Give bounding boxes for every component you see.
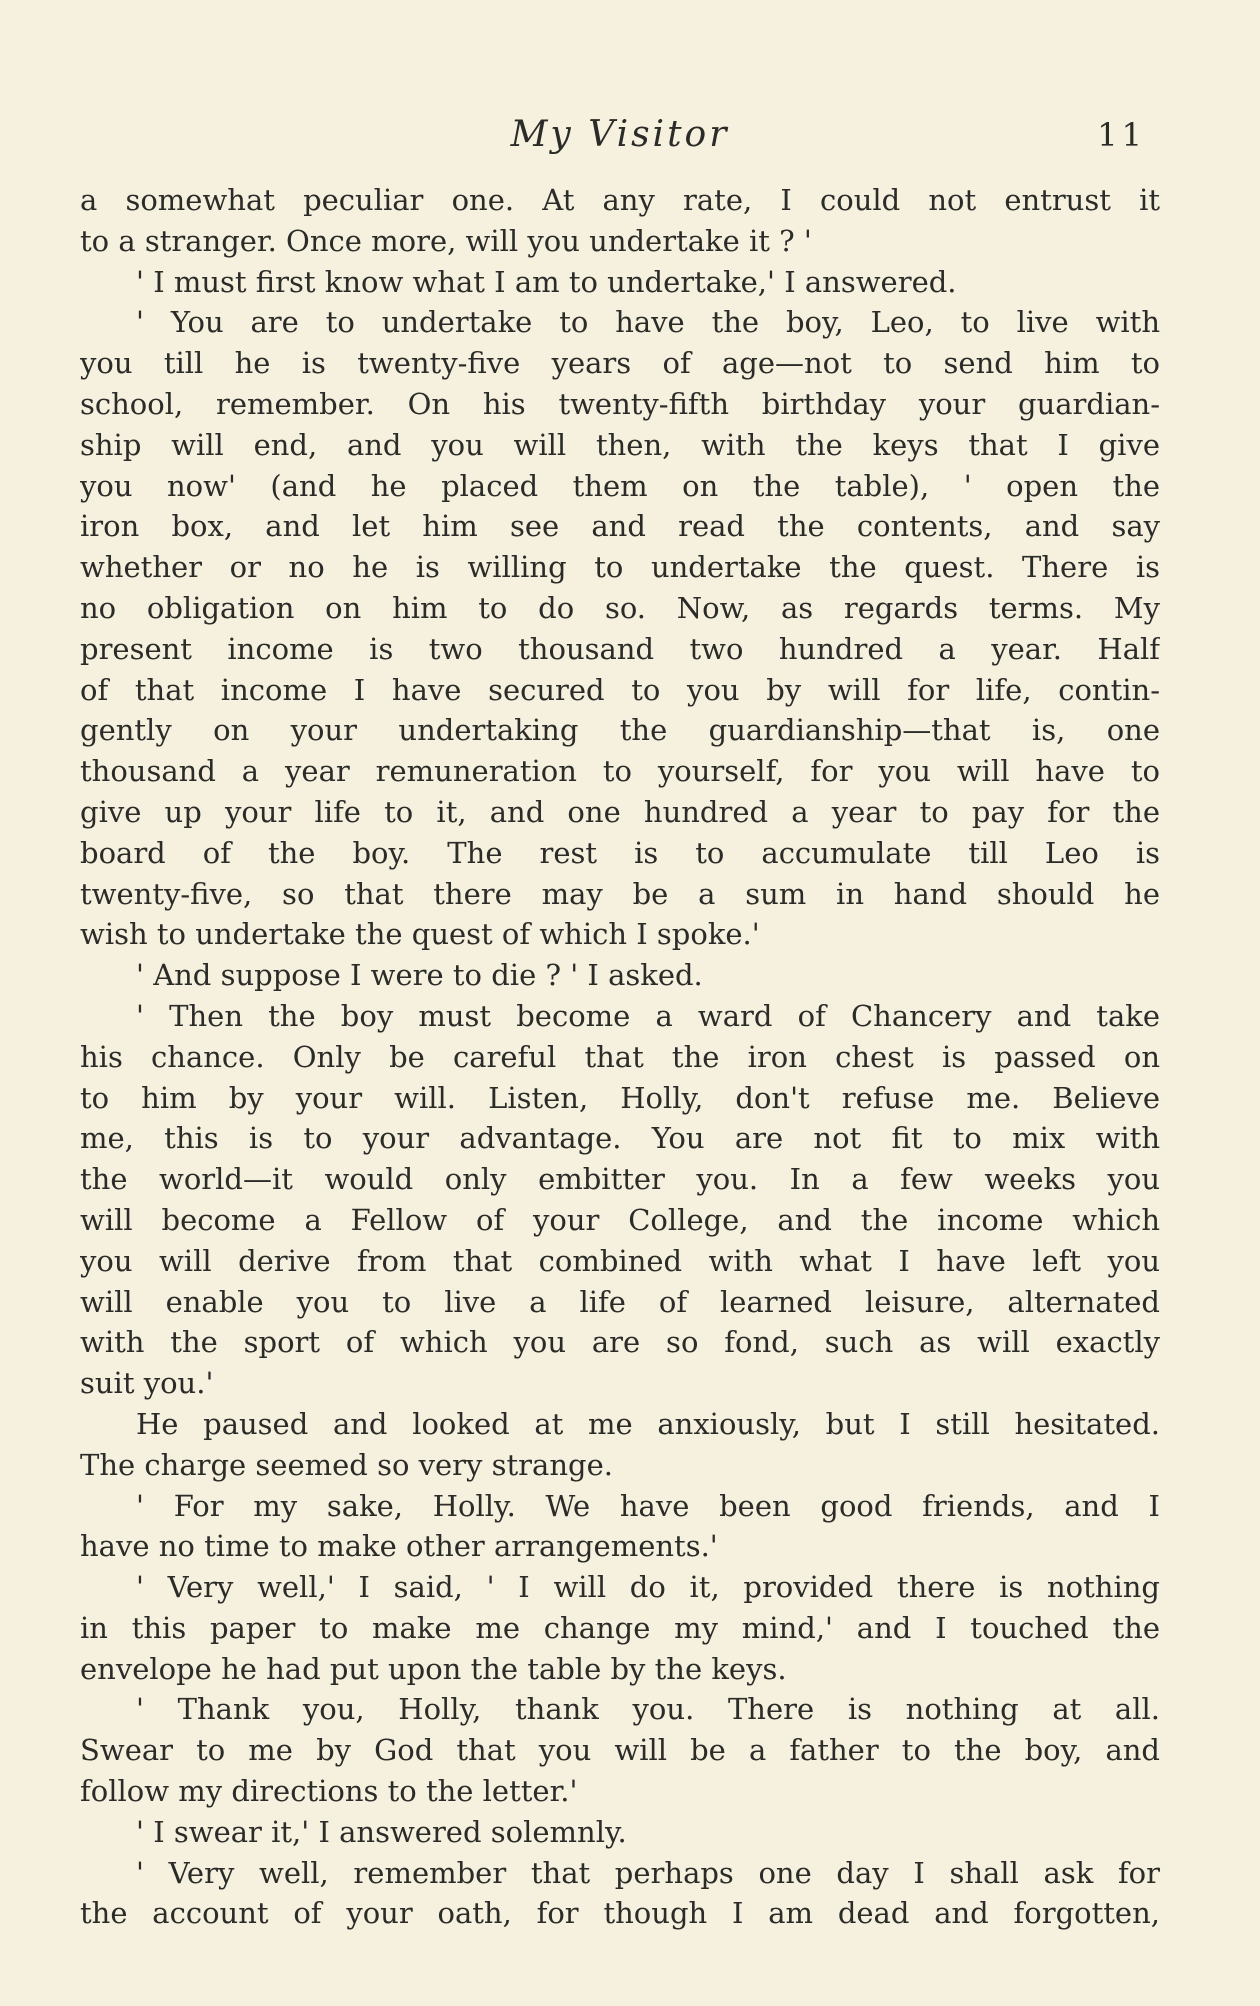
text-line: ' Then the boy must become a ward of Chancery and take: [136, 998, 1160, 1033]
text-line: present income is two thousand two hundred a year. Half: [80, 631, 1160, 666]
text-line: the account of your oath, for though I am dead and forgotten,: [80, 1896, 1160, 1931]
text-line: ' For my sake, Holly. We have been good friends, and I: [136, 1488, 1160, 1523]
text-line: school, remember. On his twenty-fifth birthday your guardian-: [80, 386, 1160, 421]
text-line: me, this is to your advantage. You are not fit to mix with: [80, 1121, 1160, 1156]
text-line: you now' (and he placed them on the table), ' open the: [80, 468, 1160, 503]
text-line: whether or no he is willing to undertake the quest. There is: [80, 550, 1160, 585]
text-line: of that income I have secured to you by will for life, contin-: [80, 672, 1160, 707]
text-line: no obligation on him to do so. Now, as regards terms. My: [80, 590, 1160, 625]
text-line: his chance. Only be careful that the iron chest is passed on: [80, 1039, 1160, 1074]
text-line: ' Thank you, Holly, thank you. There is nothing at all.: [136, 1692, 1160, 1727]
text-line: to him by your will. Listen, Holly, don't refuse me. Believe: [80, 1080, 1160, 1115]
text-line: you till he is twenty-five years of age—not to send him to: [80, 346, 1160, 381]
text-line: ' And suppose I were to die ? ' I asked.: [136, 958, 703, 993]
page-header: [80, 114, 1160, 164]
text-line: thousand a year remuneration to yourself, for you will have to: [80, 754, 1160, 789]
text-line: ' Very well, remember that perhaps one day I shall ask for: [136, 1855, 1160, 1890]
text-line: suit you.': [80, 1366, 214, 1401]
text-line: you will derive from that combined with what I have left you: [80, 1243, 1160, 1278]
text-line: give up your life to it, and one hundred a year to pay for the: [80, 794, 1160, 829]
text-line: The charge seemed so very strange.: [80, 1447, 613, 1482]
text-line: will become a Fellow of your College, and the income which: [80, 1202, 1160, 1237]
text-line: ' I must first know what I am to undertake,' I answered.: [136, 264, 957, 299]
text-line: ship will end, and you will then, with the keys that I give: [80, 427, 1160, 462]
text-line: ' Very well,' I said, ' I will do it, provided there is nothing: [136, 1570, 1160, 1605]
text-line: a somewhat peculiar one. At any rate, I could not entrust it: [80, 183, 1160, 217]
text-line: to a stranger. Once more, will you undertake it ? ': [80, 223, 812, 258]
text-line: twenty-five, so that there may be a sum in hand should he: [80, 876, 1160, 911]
text-line: follow my directions to the letter.': [80, 1774, 578, 1809]
text-line: gently on your undertaking the guardianship—that is, one: [80, 713, 1160, 748]
text-line: in this paper to make me change my mind,' and I touched the: [80, 1610, 1160, 1645]
page-number: 11: [1097, 116, 1146, 154]
text-line: envelope he had put upon the table by the keys.: [80, 1651, 787, 1686]
body-text: [80, 180, 1160, 1934]
text-line: iron box, and let him see and read the contents, and say: [80, 509, 1160, 544]
text-line: the world—it would only embitter you. In a few weeks you: [80, 1162, 1160, 1197]
text-line: ' I swear it,' I answered solemnly.: [136, 1814, 627, 1849]
text-line: Swear to me by God that you will be a father to the boy, and: [80, 1733, 1160, 1768]
text-line: He paused and looked at me anxiously, but I still hesitated.: [136, 1406, 1160, 1441]
text-line: will enable you to live a life of learned leisure, alternated: [80, 1284, 1160, 1319]
running-head: My Visitor: [510, 114, 730, 155]
text-line: board of the boy. The rest is to accumulate till Leo is: [80, 835, 1160, 870]
text-line: have no time to make other arrangements.': [80, 1529, 718, 1564]
text-line: wish to undertake the quest of which I spoke.': [80, 917, 760, 952]
text-line: ' You are to undertake to have the boy, Leo, to live with: [136, 305, 1160, 340]
text-line: with the sport of which you are so fond, such as will exactly: [80, 1325, 1160, 1360]
